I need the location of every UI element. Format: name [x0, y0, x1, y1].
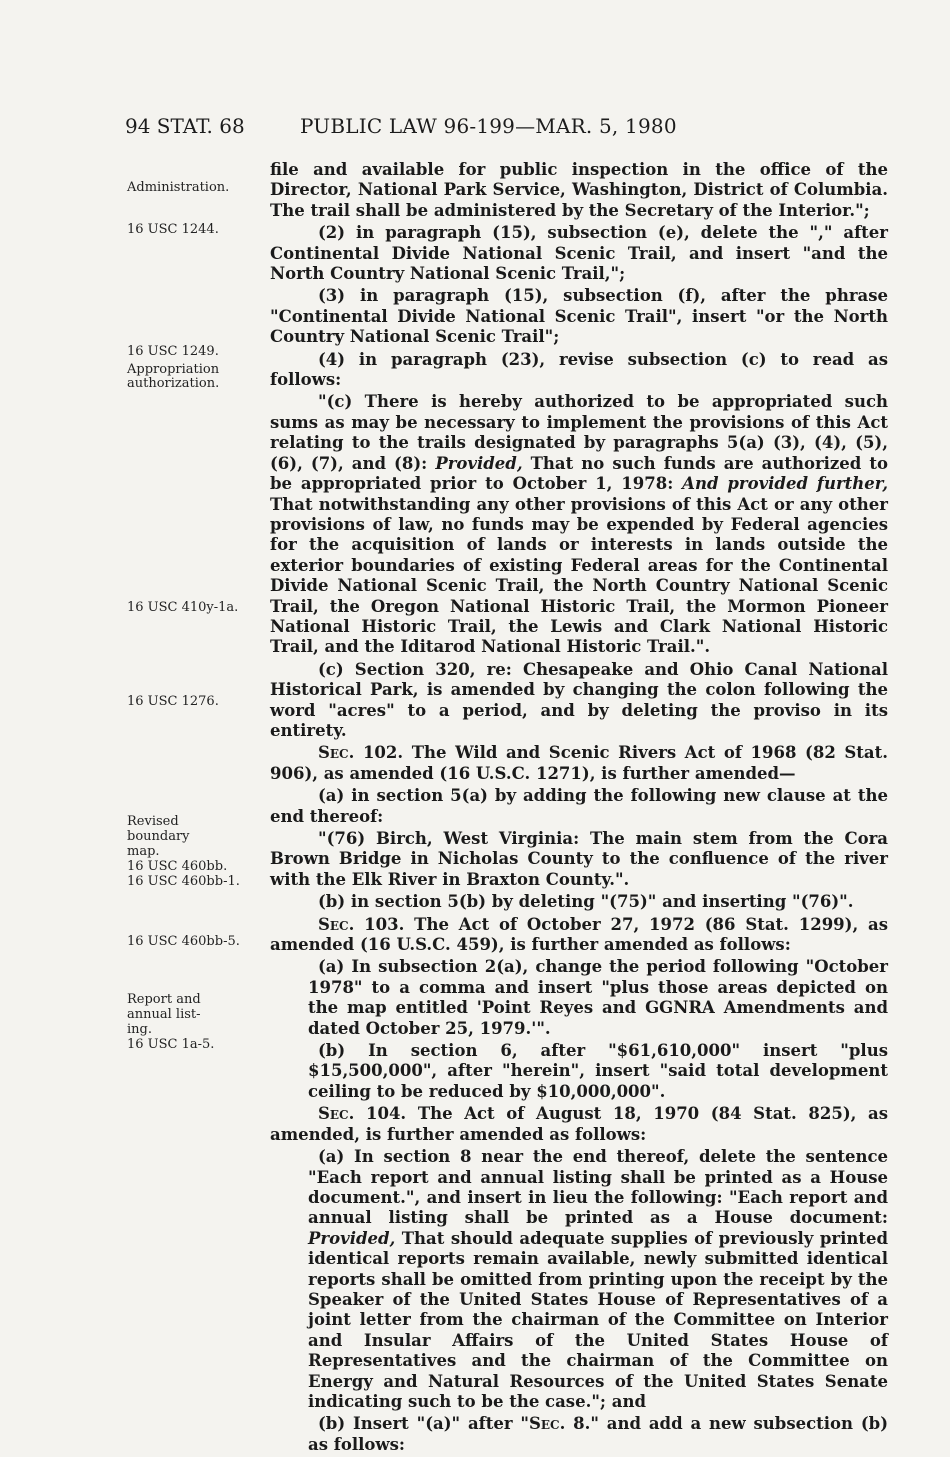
proviso-term: Provided,: [308, 1228, 396, 1248]
section-label: Sec. 8.: [528, 1414, 591, 1434]
proviso-term: And provided further,: [682, 474, 888, 494]
paragraph: Sec. 102. The Wild and Scenic Rivers Act of 1968 (82 Stat. 906), as amended (16 U.S.C. 1271), is further amended—: [270, 743, 888, 783]
paragraph: (b) in section 5(b) by deleting "(75)" and inserting "(76)".: [318, 892, 854, 912]
margin-note: 16 USC 1a-5.: [127, 1037, 215, 1052]
margin-note: 16 USC 460bb-1.: [127, 874, 240, 889]
paragraph: file and available for public inspection in the office of the Director, National Park Service, Washington, District of Columbia. The trail shall be administered by the Secretary of the Interior.";: [270, 160, 888, 220]
margin-note: 16 USC 1249.: [127, 344, 219, 359]
paragraph: (c) Section 320, re: Chesapeake and Ohio Canal National Historical Park, is amended by changing the colon following the word "acres" to a period, and by deleting the proviso in its entirety.: [270, 659, 888, 740]
margin-note: map.: [127, 844, 160, 859]
paragraph: (b) In section 6, after "$61,610,000" insert "plus $15,500,000", after "herein", insert "said total development ceiling to be reduced by $10,000,000".: [308, 1041, 888, 1101]
margin-note: Report and: [127, 992, 201, 1007]
paragraph: Sec. 104. The Act of August 18, 1970 (84 Stat. 825), as amended, is further amended as follows:: [270, 1104, 888, 1144]
paragraph: "(76) Birch, West Virginia: The main stem from the Cora Brown Bridge in Nicholas County to the confluence of the river with the Elk River in Braxton County.".: [270, 829, 888, 889]
paragraph: (a) In section 8 near the end thereof, delete the sentence "Each report and annual listing shall be printed as a House document.", and insert in lieu the following: "Each report and annual listing shall be printed as a House document: Provided, That should adequate supplies of previously printed identical reports remain available, newly submitted identical reports shall be omitted from printing upon the receipt by the Speaker of the United States House of Representatives of a joint letter from the chairman of the Committee on Interior and Insular Affairs of the United States House of Representatives and the chairman of the Committee on Energy and Natural Resources of the United States Senate indicating such to be the case."; and: [308, 1147, 889, 1411]
paragraph: (4) in paragraph (23), revise subsection (c) to read as follows:: [270, 349, 888, 390]
paragraph: (2) in paragraph (15), subsection (e), delete the "," after Continental Divide National Scenic Trail, and insert "and the North Country National Scenic Trail,";: [270, 223, 888, 284]
paragraph: Sec. 103. The Act of October 27, 1972 (86 Stat. 1299), as amended (16 U.S.C. 459), is further amended as follows:: [270, 914, 888, 955]
page-title: PUBLIC LAW 96-199—MAR. 5, 1980: [300, 114, 677, 138]
margin-note: 16 USC 410y-1a.: [127, 600, 239, 615]
statute-body: [270, 160, 888, 1457]
paragraph: (a) In subsection 2(a), change the period following "October 1978" to a comma and insert "plus those areas depicted on the map entitled 'Point Reyes and GGNRA Amendments and dated October 25, 1979.'".: [308, 957, 888, 1038]
paragraph: (b) Insert "(a)" after "Sec. 8." and add a new subsection (b) as follows:: [308, 1414, 889, 1454]
paragraph: (3) in paragraph (15), subsection (f), after the phrase "Continental Divide National Scenic Trail", insert "or the North Country National Scenic Trail";: [270, 286, 888, 347]
margin-note: 16 USC 460bb.: [127, 859, 228, 874]
margin-note: annual list-: [127, 1007, 201, 1022]
section-label: Sec. 103.: [318, 914, 405, 934]
margin-note: boundary: [127, 829, 190, 844]
margin-note: 16 USC 460bb-5.: [127, 934, 240, 949]
margin-note: 16 USC 1244.: [127, 222, 219, 237]
margin-note: 16 USC 1276.: [127, 694, 219, 709]
paragraph: "(c) There is hereby authorized to be appropriated such sums as may be necessary to implement the provisions of this Act relating to the trails designated by paragraphs 5(a) (3), (4), (5), (6), (7), and (8): Provided, That no such funds are authorized to be appropriated prior to October 1, 1978: And provided further, That notwithstanding any other provisions of this Act or any other provisions of law, no funds may be expended by Federal agencies for the acquisition of lands or interests in lands outside the exterior boundaries of existing Federal areas for the Continental Divide National Scenic Trail, the North Country National Scenic Trail, the Oregon National Historic Trail, the Mormon Pioneer National Historic Trail, the Lewis and Clark National Historic Trail, and the Iditarod National Historic Trail.".: [270, 392, 888, 657]
margin-note: authorization.: [127, 376, 220, 391]
margin-note: Appropriation: [127, 362, 220, 377]
section-label: Sec. 104.: [318, 1104, 407, 1124]
margin-note: Revised: [127, 814, 179, 829]
section-label: Sec. 102.: [318, 743, 404, 763]
paragraph: (a) in section 5(a) by adding the following new clause at the end thereof:: [270, 786, 888, 826]
proviso-term: Provided,: [435, 453, 523, 473]
margin-note: ing.: [127, 1022, 152, 1037]
margin-note: Administration.: [127, 180, 230, 195]
stat-page-number: 94 STAT. 68: [125, 114, 245, 138]
